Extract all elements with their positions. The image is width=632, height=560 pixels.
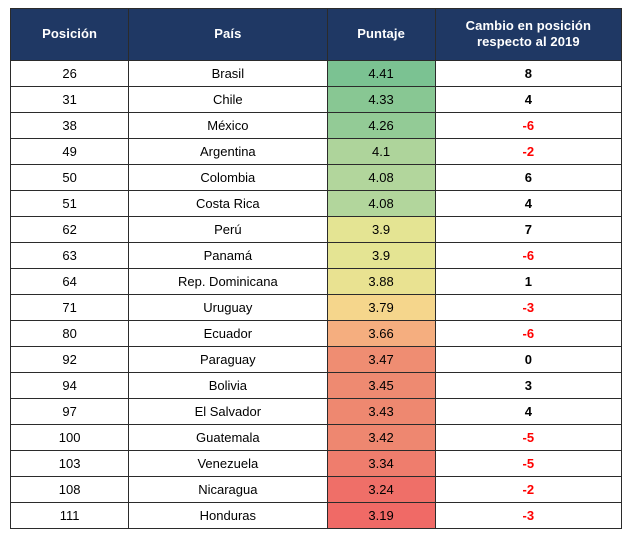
- cell-pais: Bolivia: [129, 372, 327, 398]
- table-row: [11, 138, 622, 164]
- table-row: [11, 398, 622, 424]
- cell-pais: Uruguay: [129, 294, 327, 320]
- cell-cambio: -6: [435, 320, 621, 346]
- table-row: [11, 320, 622, 346]
- cell-puntaje: 3.66: [327, 320, 435, 346]
- table-row: [11, 424, 622, 450]
- cell-posicion: 92: [11, 346, 129, 372]
- cell-puntaje: 4.08: [327, 164, 435, 190]
- table-row: [11, 346, 622, 372]
- cell-puntaje: 3.42: [327, 424, 435, 450]
- table-row: [11, 476, 622, 502]
- cell-posicion: 94: [11, 372, 129, 398]
- cell-cambio: -3: [435, 294, 621, 320]
- column-header-posicion: Posición: [11, 9, 129, 61]
- cell-posicion: 51: [11, 190, 129, 216]
- cell-pais: Costa Rica: [129, 190, 327, 216]
- cell-cambio: 7: [435, 216, 621, 242]
- header-row: [11, 9, 622, 61]
- cell-puntaje: 4.1: [327, 138, 435, 164]
- cell-posicion: 64: [11, 268, 129, 294]
- cell-posicion: 49: [11, 138, 129, 164]
- cell-cambio: 6: [435, 164, 621, 190]
- cell-posicion: 108: [11, 476, 129, 502]
- cell-posicion: 97: [11, 398, 129, 424]
- cell-cambio: 8: [435, 60, 621, 86]
- cell-pais: Brasil: [129, 60, 327, 86]
- table-row: [11, 450, 622, 476]
- cell-cambio: -2: [435, 138, 621, 164]
- cell-pais: Paraguay: [129, 346, 327, 372]
- cell-pais: El Salvador: [129, 398, 327, 424]
- cell-puntaje: 3.47: [327, 346, 435, 372]
- cell-puntaje: 4.41: [327, 60, 435, 86]
- table-row: [11, 60, 622, 86]
- table-row: [11, 112, 622, 138]
- cell-puntaje: 4.08: [327, 190, 435, 216]
- table-row: [11, 502, 622, 528]
- cell-pais: Chile: [129, 86, 327, 112]
- cell-pais: México: [129, 112, 327, 138]
- cell-posicion: 26: [11, 60, 129, 86]
- cell-pais: Panamá: [129, 242, 327, 268]
- column-header-cambio: Cambio en posición respecto al 2019: [435, 9, 621, 61]
- cell-posicion: 50: [11, 164, 129, 190]
- cell-cambio: 4: [435, 86, 621, 112]
- ranking-table: [10, 8, 622, 529]
- cell-posicion: 71: [11, 294, 129, 320]
- cell-puntaje: 4.26: [327, 112, 435, 138]
- cell-puntaje: 3.45: [327, 372, 435, 398]
- column-header-puntaje: Puntaje: [327, 9, 435, 61]
- cell-cambio: -5: [435, 450, 621, 476]
- table-row: [11, 86, 622, 112]
- cell-pais: Argentina: [129, 138, 327, 164]
- cell-cambio: 3: [435, 372, 621, 398]
- cell-cambio: -2: [435, 476, 621, 502]
- cell-pais: Perú: [129, 216, 327, 242]
- cell-puntaje: 3.9: [327, 242, 435, 268]
- cell-cambio: -6: [435, 242, 621, 268]
- table-row: [11, 268, 622, 294]
- cell-cambio: -5: [435, 424, 621, 450]
- cell-posicion: 103: [11, 450, 129, 476]
- cell-pais: Honduras: [129, 502, 327, 528]
- cell-posicion: 80: [11, 320, 129, 346]
- table-row: [11, 216, 622, 242]
- cell-cambio: -3: [435, 502, 621, 528]
- cell-posicion: 31: [11, 86, 129, 112]
- cell-posicion: 38: [11, 112, 129, 138]
- cell-cambio: 1: [435, 268, 621, 294]
- table-body: [11, 60, 622, 528]
- cell-posicion: 62: [11, 216, 129, 242]
- cell-puntaje: 3.24: [327, 476, 435, 502]
- cell-puntaje: 3.34: [327, 450, 435, 476]
- cell-puntaje: 3.43: [327, 398, 435, 424]
- cell-puntaje: 3.19: [327, 502, 435, 528]
- cell-cambio: -6: [435, 112, 621, 138]
- cell-puntaje: 3.88: [327, 268, 435, 294]
- column-header-pais: País: [129, 9, 327, 61]
- cell-pais: Venezuela: [129, 450, 327, 476]
- cell-pais: Ecuador: [129, 320, 327, 346]
- cell-pais: Nicaragua: [129, 476, 327, 502]
- table-row: [11, 190, 622, 216]
- cell-puntaje: 3.9: [327, 216, 435, 242]
- cell-pais: Guatemala: [129, 424, 327, 450]
- table-row: [11, 294, 622, 320]
- cell-puntaje: 3.79: [327, 294, 435, 320]
- cell-pais: Rep. Dominicana: [129, 268, 327, 294]
- cell-cambio: 0: [435, 346, 621, 372]
- cell-cambio: 4: [435, 190, 621, 216]
- cell-posicion: 63: [11, 242, 129, 268]
- table-header: [11, 9, 622, 61]
- table-row: [11, 372, 622, 398]
- cell-posicion: 100: [11, 424, 129, 450]
- cell-cambio: 4: [435, 398, 621, 424]
- table-row: [11, 242, 622, 268]
- cell-pais: Colombia: [129, 164, 327, 190]
- cell-posicion: 111: [11, 502, 129, 528]
- table-row: [11, 164, 622, 190]
- cell-puntaje: 4.33: [327, 86, 435, 112]
